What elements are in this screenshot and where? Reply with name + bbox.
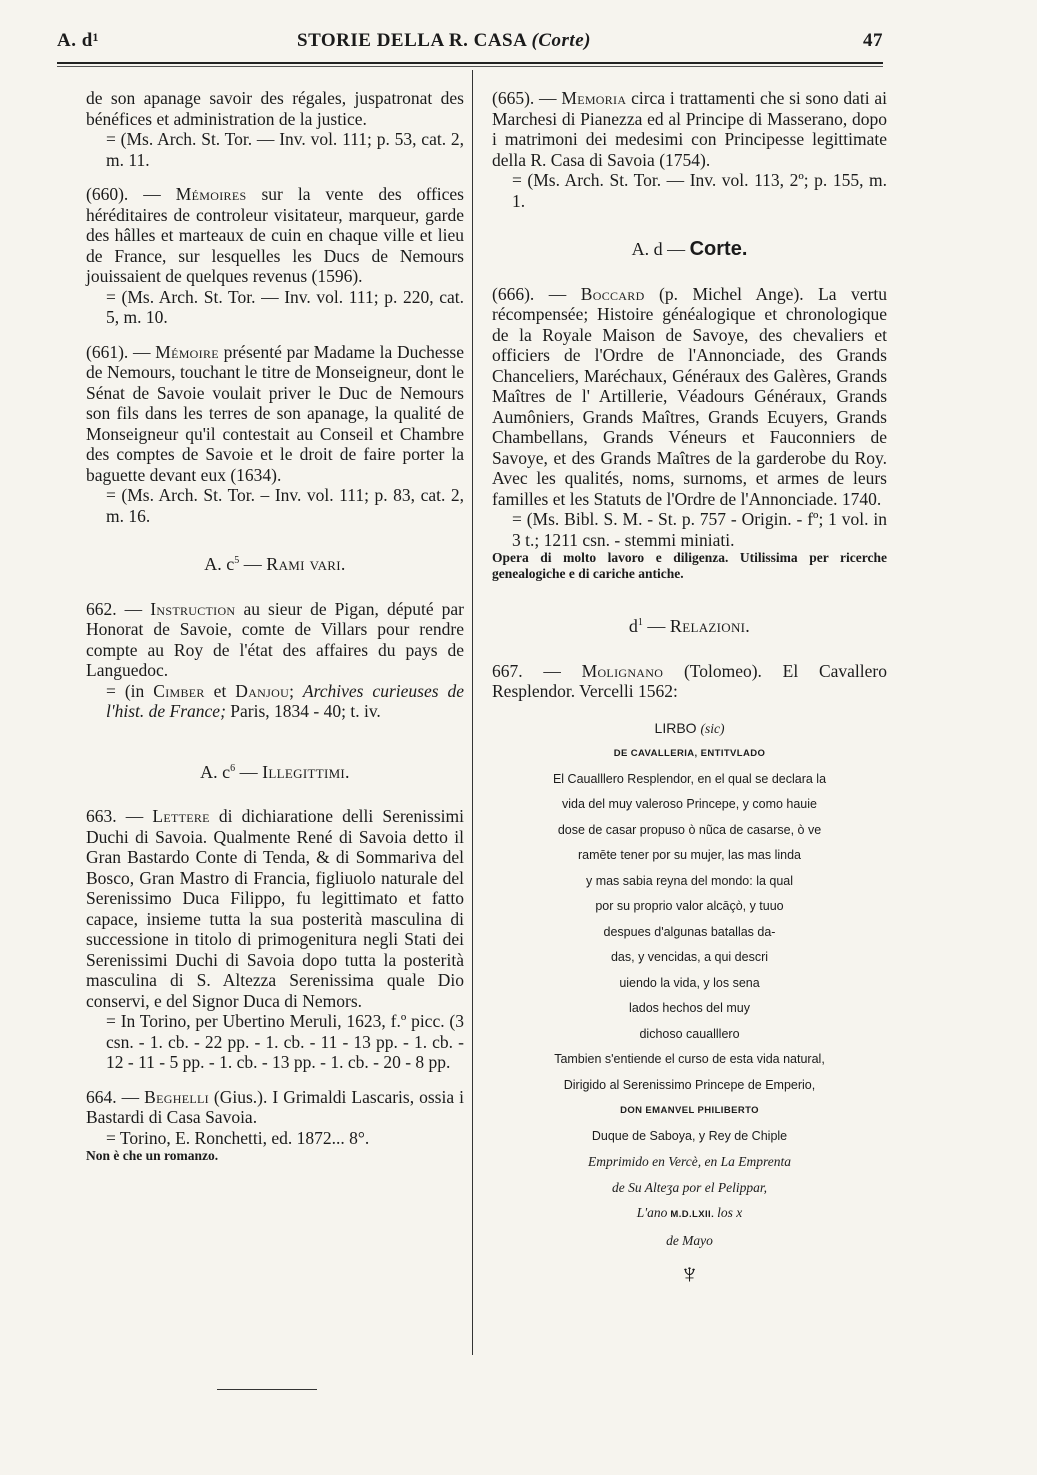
title-line: Tambien s'entiende el curso de esta vida natural, xyxy=(554,1052,825,1066)
entry-dash: — xyxy=(534,88,562,108)
entry-text: (Tolomeo). El Cavallero Resplendor. Vercelli 1562: xyxy=(492,660,887,701)
title-line: Dirigido al Serenissimo Princepe de Emperio, xyxy=(563,1077,816,1092)
header-title-subtitle: (Corte) xyxy=(531,30,591,51)
entry-lead: Mémoire xyxy=(155,341,219,362)
title-line: lados hechos del muy xyxy=(629,1001,750,1015)
title-line: ramēte tener por su mujer, las mas linda xyxy=(577,848,802,862)
entry-note: Opera di molto lavoro e diligenza. Utilissima per ricerche genealogiche e di cariche antiche. xyxy=(492,550,887,581)
entry-reference: = (Ms. Bibl. S. M. - St. p. 757 - Origin. - fº; 1 vol. in 3 t.; 1211 csn. - stemmi miniati. xyxy=(512,509,887,550)
title-line: de Mayo xyxy=(666,1232,713,1248)
entry-number: 664. xyxy=(86,1086,117,1107)
printer-ornament-icon: ♆ xyxy=(679,1258,700,1289)
entry-text: de son apanage savoir des régales, juspatronat des bénéfices et administration de la justice. xyxy=(86,88,464,129)
entry-number: (660). xyxy=(86,184,129,204)
entry-note: Non è che un romanzo. xyxy=(86,1148,219,1163)
running-head xyxy=(57,30,883,60)
entry-lead: Lettere xyxy=(152,806,210,826)
section-prefix: A. c xyxy=(204,554,235,574)
entry-lead: Memoria xyxy=(561,88,627,108)
title-line: despues d'algunas batallas da- xyxy=(603,924,776,939)
title-sic: (sic) xyxy=(700,720,725,736)
title-line xyxy=(492,716,887,742)
entry-text: (Gius.). I Grimaldi Lascaris, ossia i Bastardi di Casa Savoia. xyxy=(86,1086,464,1127)
title-line: das, y vencidas, a qui descri xyxy=(610,950,769,964)
title-date: M.D.LXII. xyxy=(667,1209,718,1220)
entry-lead: Beghelli xyxy=(144,1086,209,1107)
entry-number: 662. xyxy=(86,598,117,619)
title-word: los x xyxy=(717,1205,743,1220)
entry-body xyxy=(492,284,887,510)
title-line: DON EMANVEL PHILIBERTO xyxy=(620,1105,759,1116)
entry-662 xyxy=(86,599,464,722)
title-line: Duque de Saboya, y Rey de Chiple xyxy=(591,1128,788,1143)
section-prefix: A. c xyxy=(200,761,231,782)
column-divider xyxy=(472,70,473,1355)
section-superscript: 1 xyxy=(637,617,643,628)
entry-number: (661). xyxy=(86,341,129,362)
ref-conjunction: et xyxy=(204,680,236,701)
section-title: Corte. xyxy=(689,238,748,260)
entry-lead: Instruction xyxy=(150,598,236,619)
entry-reference: = (Ms. Arch. St. Tor. — Inv. vol. 113, 2º; p. 155, m. 1. xyxy=(512,170,887,211)
title-line: dose de casar propuso ò nũca de casarse, ò ve xyxy=(557,822,822,837)
header-title-text: STORIE DELLA R. CASA xyxy=(297,30,527,51)
entry-body: (661). — Mémoire présenté par Madame la Duchesse de Nemours, touchant le titre de Monseigneur, dont le Sénat de Savoie voulait priver le Duc de Nemours son fils dans les terres de son apanage, la qualité de Monseigneur qu'il contestait au Conseil et Chambre des comptes de Savoie et le droit de faire porter la baguette devant eux (1634). xyxy=(86,341,465,485)
section-dash: — xyxy=(662,239,690,259)
section-prefix: A. d xyxy=(631,239,663,259)
entry-text: circa i trattamenti che si sono dati ai Marchesi di Pianezza ed al Principe di Masserano, dopo i matrimoni dei medesimi con Principesse legittimate della R. Casa di Savoia (1754). xyxy=(492,88,888,170)
title-line: uiendo la vida, y los sena xyxy=(619,975,760,990)
entry-663 xyxy=(86,806,464,1073)
right-column xyxy=(492,88,887,1289)
entry-dash: — xyxy=(522,660,582,681)
entry-lead: Mémoires xyxy=(175,184,247,204)
entry-number: (665). xyxy=(492,88,535,108)
entry-body xyxy=(86,1087,464,1128)
ref-author: Danjou xyxy=(235,680,290,701)
title-line xyxy=(492,1200,887,1228)
entry-dash: — xyxy=(116,1086,145,1107)
entry-text: sur la vente des offices héréditaires de controleur visitateur, marqueur, garde des hâlles et marteaux de cuin en chaque ville et lieu de France, sur lesquelles les Ducs de Nemours jouissaient de quelques revenus (1596). xyxy=(86,184,464,286)
entry-dash: — xyxy=(534,283,581,304)
entry-reference: = In Torino, per Ubertino Meruli, 1623, f.º picc. (3 csn. - 1. cb. - 22 pp. - 1. cb. - 11 - 13 pp. - 1. cb. - 12 - 11 - 5 pp. - 1. cb. - 13 pp. - 1. cb. - 20 - 8 pp. xyxy=(106,1011,464,1072)
title-word: LIRBO xyxy=(654,719,697,736)
entry-665 xyxy=(492,88,887,211)
section-heading-c5 xyxy=(86,554,464,575)
entry-666 xyxy=(492,284,887,583)
section-heading-d1 xyxy=(492,616,887,637)
entry-body: (660). — Mémoires sur la vente des offices héréditaires de controleur visitateur, marqueur, garde des hâlles et marteaux de cuin en chaque ville et lieu de France, sur lesquelles les Ducs de Nemours jouissaient de quelques revenus (1596). xyxy=(86,184,464,286)
entry-body xyxy=(492,661,887,702)
title-line: El Caualllero Resplendor, en el qual se declara la xyxy=(552,771,827,786)
title-line: DE CAVALLERIA, ENTITVLADO xyxy=(613,748,766,759)
entry-number: 663. xyxy=(86,806,117,826)
entry-660 xyxy=(86,184,464,328)
entry-lead: Boccard xyxy=(580,283,645,304)
entry-body xyxy=(86,806,464,1011)
section-dash: — xyxy=(642,616,670,636)
entry-dash: — xyxy=(116,806,153,826)
section-prefix: d xyxy=(628,616,638,636)
entry-667 xyxy=(492,661,887,702)
title-line: de Su Alteʒa por el Pelippar, xyxy=(612,1179,767,1195)
title-word: L'ano xyxy=(636,1205,668,1220)
entry-text: au sieur de Pigan, député par Honorat de Savoie, comte de Villars pour rendre compte au Roy de l'état des affaires du pays de Languedoc. xyxy=(86,598,465,680)
section-heading-c6 xyxy=(86,762,464,783)
entry-reference xyxy=(86,681,464,722)
entry-text: di dichiaratione delli Serenissimi Duchi di Savoia. Qualmente René di Savoia detto il Gran Bastardo Conte di Tenda, & di Sommariva del Bosco, Gran Mastro di Francia, figliuolo naturale del Serenissimo Duca Filippo, fu legittimato et fatto capace, insieme tutta la sua posterità masculina di successione in titolo di primogenitura negli Stati dei Serenissimi Duchi di Savoia dopo tutta la posterità masculina di S. Altezza Serenissima quale Dio conservi, e del Signor Duca di Nemors. xyxy=(86,806,464,1011)
ref-author: Cimber xyxy=(153,680,205,701)
entry-664 xyxy=(86,1087,464,1165)
entry-number: (666). xyxy=(492,283,535,304)
ref-imprint: Paris, 1834 - 40; t. iv. xyxy=(225,701,381,721)
ref-prefix: = (in xyxy=(106,680,154,701)
entry-lead: Molignano xyxy=(581,660,664,681)
entry-body xyxy=(492,88,887,170)
entry-reference: = Torino, E. Ronchetti, ed. 1872... 8°. xyxy=(106,1127,370,1148)
page-number: 47 xyxy=(863,30,883,51)
header-rule-thin xyxy=(57,66,883,67)
section-title: Relazioni. xyxy=(669,616,751,636)
section-title: Rami vari. xyxy=(266,554,346,574)
entry-body xyxy=(86,599,464,681)
entry-reference: = (Ms. Arch. St. Tor. — Inv. vol. 111; p. 53, cat. 2, m. 11. xyxy=(106,129,464,170)
section-heading-d xyxy=(492,239,887,260)
entry-reference: = (Ms. Arch. St. Tor. — Inv. vol. 111; p. 220, cat. 5, m. 10. xyxy=(106,286,464,327)
title-line: y mas sabia reyna del mondo: la qual xyxy=(585,873,794,888)
header-section-mark: A. d¹ xyxy=(57,30,99,51)
entry-text: (p. Michel Ange). La vertu récompensée; Histoire généalogique et chronologique de la Royale Maison de Savoye, des chevaliers et officiers de l'Ordre de l'Annonciade, des Grands Chanceliers, Maréchaux, Généraux des Galères, Grands Maîtres de l' Artillerie, Véadours Généraux, Grands Aumôniers, Grands Maîtres, Grands Ecuyers, Grands Chambellans, Grands Véneurs et Fauconniers de Savoye, et des Grands Maîtres de la garderobe du Roy. Avec les qualités, noms, surnoms, et armes de leurs familles et les Statuts de l'Ordre de l'Annonciade. 1740. xyxy=(492,283,888,509)
section-dash: — xyxy=(239,554,267,574)
entry-number: 667. xyxy=(492,660,523,681)
title-line: Emprimido en Vercè, en La Emprenta xyxy=(588,1154,791,1169)
ref-separator: ; xyxy=(289,680,303,701)
header-title xyxy=(297,30,591,52)
section-superscript: 5 xyxy=(234,555,240,566)
section-superscript: 6 xyxy=(230,762,236,774)
entry-reference: = (Ms. Arch. St. Tor. – Inv. vol. 111; p. 83, cat. 2, m. 16. xyxy=(106,485,464,526)
title-line: dichoso caualllero xyxy=(639,1026,740,1041)
footer-rule xyxy=(217,1389,317,1390)
section-title: Illegittimi. xyxy=(262,761,350,782)
ref-title: Archives curieuses de l'hist. de France; xyxy=(106,680,464,721)
entry-dash: — xyxy=(116,598,151,619)
entry-661 xyxy=(86,342,464,527)
entry-text: présenté par Madame la Duchesse de Nemours, touchant le titre de Monseigneur, dont le Sénat de Savoie voulait priver le Duc de Nemours son fils dans les terres de son apanage, la qualité de Monseigneur qu'il contestait au Conseil et Chambre des comptes de Savoie et le droit de faire porter la baguette devant eux (1634). xyxy=(86,341,465,485)
entry-continued xyxy=(86,88,464,170)
section-dash: — xyxy=(235,761,263,782)
header-rule xyxy=(57,62,883,64)
title-line: vida del muy valeroso Princepe, y como hauie xyxy=(562,797,817,811)
transcribed-title-page xyxy=(492,716,887,1290)
title-line: por su proprio valor alcāçò, y tuuo xyxy=(595,899,784,913)
left-column xyxy=(86,88,464,1178)
